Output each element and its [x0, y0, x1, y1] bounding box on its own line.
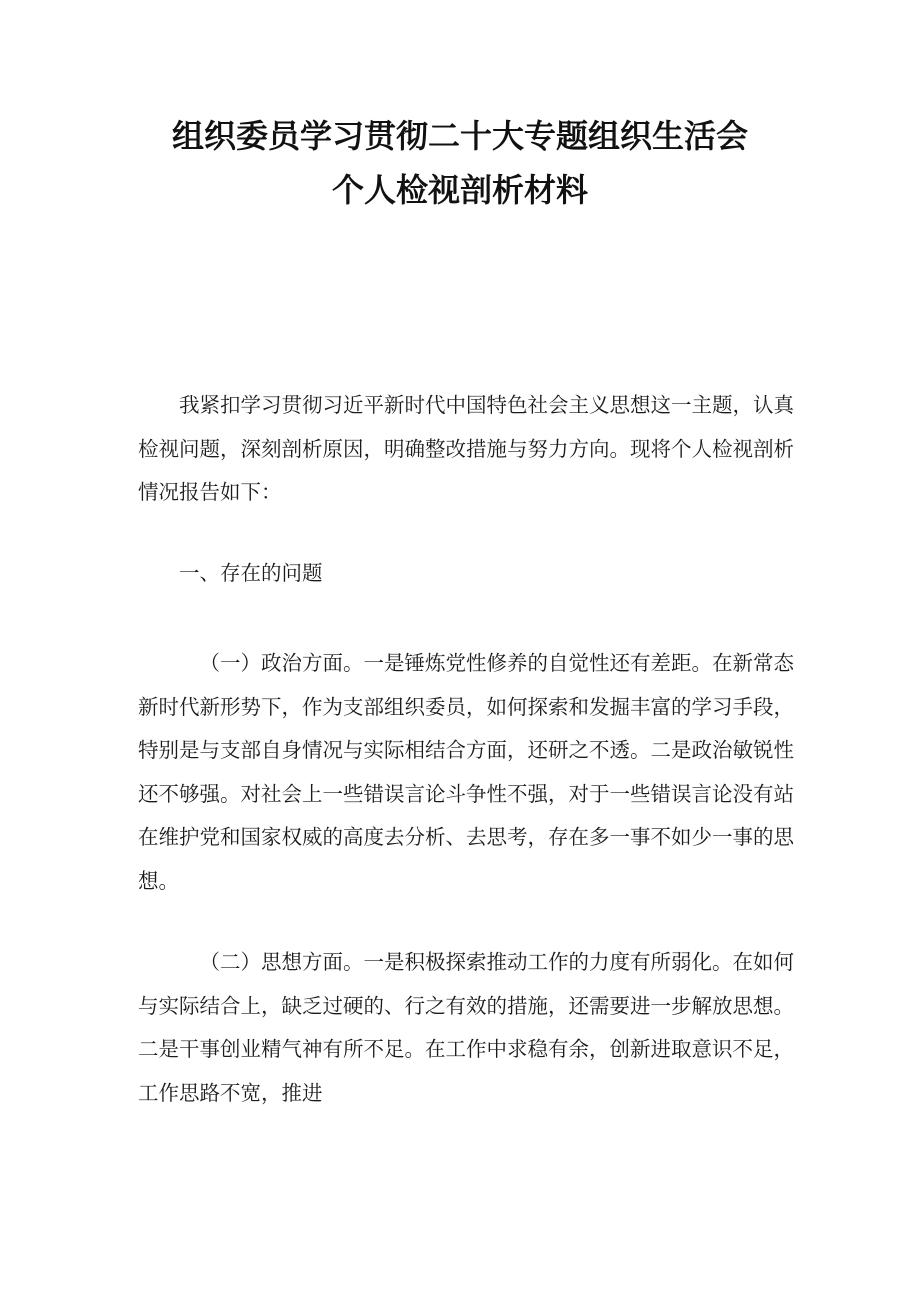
politics-paragraph: （一）政治方面。一是锤炼党性修养的自觉性还有差距。在新常态新时代新形势下，作为支部组织委员，如何探索和发掘丰富的学习手段，特别是与支部自身情况与实际相结合方面，还研之不透。二是政治敏锐性还不够强。对社会上一些错误言论斗争性不强，对于一些错误言论没有站在维护党和国家权威的高度去分析、去思考，存在多一事不如少一事的思想。: [138, 651, 794, 893]
document-title-line-2: 个人检视剖析材料: [331, 171, 588, 209]
intro-paragraph: 我紧扣学习贯彻习近平新时代中国特色社会主义思想这一主题，认真检视问题，深刻剖析原因，明确整改措施与努力方向。现将个人检视剖析情况报告如下：: [138, 393, 794, 505]
thought-paragraph: （二）思想方面。一是积极探索推动工作的力度有所弱化。在如何与实际结合上，缺乏过硬的、行之有效的措施，还需要进一步解放思想。二是干事创业精气神有所不足。在工作中求稳有余，创新进取意识不足，工作思路不宽，推进: [138, 950, 794, 1105]
document-title-line-1: 组织委员学习贯彻二十大专题组织生活会: [171, 117, 748, 155]
section-heading: 一、存在的问题: [179, 561, 323, 585]
